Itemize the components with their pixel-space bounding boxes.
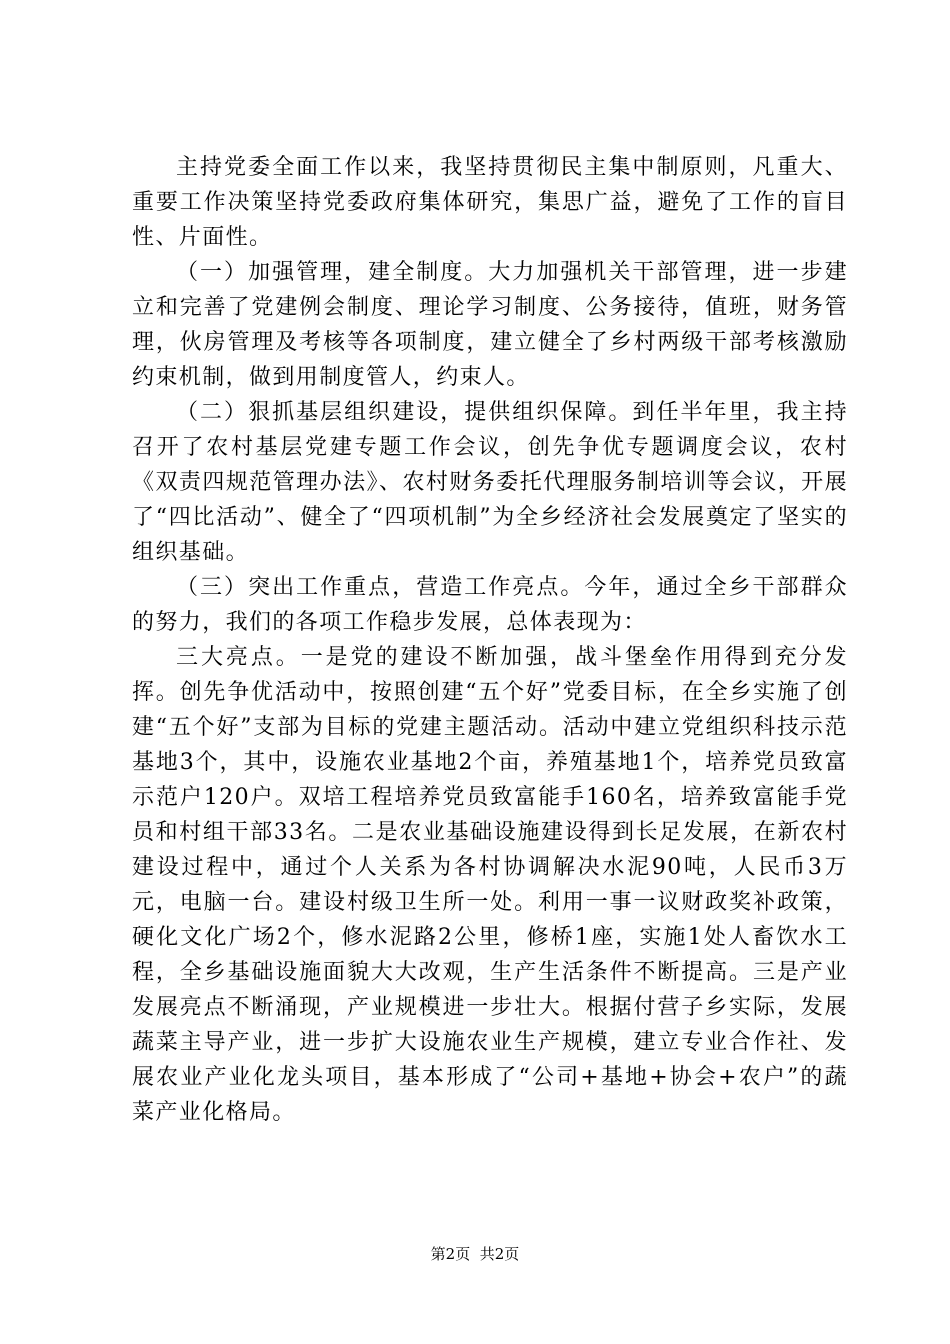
document-body <box>132 150 848 1130</box>
footer-separator <box>470 1245 480 1263</box>
paragraph-organization: （二）狠抓基层组织建设，提供组织保障。到任半年里，我主持召开了农村基层党建专题工作会议，创先争优专题调度会议，农村《双责四规范管理办法》、农村财务委托代理服务制培训等会议，开展了“四比活动”、健全了“四项机制”为全乡经济社会发展奠定了坚实的组织基础。 <box>132 400 848 565</box>
paragraph-highlights: 三大亮点。一是党的建设不断加强，战斗堡垒作用得到充分发挥。创先争优活动中，按照创建“五个好”党委目标，在全乡实施了创建“五个好”支部为目标的党建主题活动。活动中建立党组织科技示范基地3个，其中，设施农业基地2个亩，养殖基地1个，培养党员致富示范户120户。双培工程培养党员致富能手160名，培养致富能手党员和村组干部33名。二是农业基础设施建设得到长足发展，在新农村建设过程中，通过个人关系为各村协调解决水泥90吨，人民币3万元，电脑一台。建设村级卫生所一处。利用一事一议财政奖补政策，硬化文化广场2个，修水泥路2公里，修桥1座，实施1处人畜饮水工程，全乡基础设施面貌大大改观，生产生活条件不断提高。三是产业发展亮点不断涌现，产业规模进一步壮大。根据付营子乡实际，发展蔬菜主导产业，进一步扩大设施农业生产规模，建立专业合作社、发展农业产业化龙头项目，基本形成了“公司+基地+协会+农户”的蔬菜产业化格局。 <box>132 645 848 1125</box>
page-total: 共2页 <box>479 1245 520 1263</box>
paragraph-key-work: （三）突出工作重点，营造工作亮点。今年，通过全乡干部群众的努力，我们的各项工作稳步发展，总体表现为： <box>132 575 848 635</box>
page-number: 第2页 <box>430 1245 471 1263</box>
page-footer <box>0 1244 950 1264</box>
paragraph-management: （一）加强管理，建全制度。大力加强机关干部管理，进一步建立和完善了党建例会制度、理论学习制度、公务接待，值班，财务管理，伙房管理及考核等各项制度，建立健全了乡村两级干部考核激励约束机制，做到用制度管人，约束人。 <box>132 260 848 390</box>
paragraph-intro: 主持党委全面工作以来，我坚持贯彻民主集中制原则，凡重大、重要工作决策坚持党委政府集体研究，集思广益，避免了工作的盲目性、片面性。 <box>132 155 848 250</box>
